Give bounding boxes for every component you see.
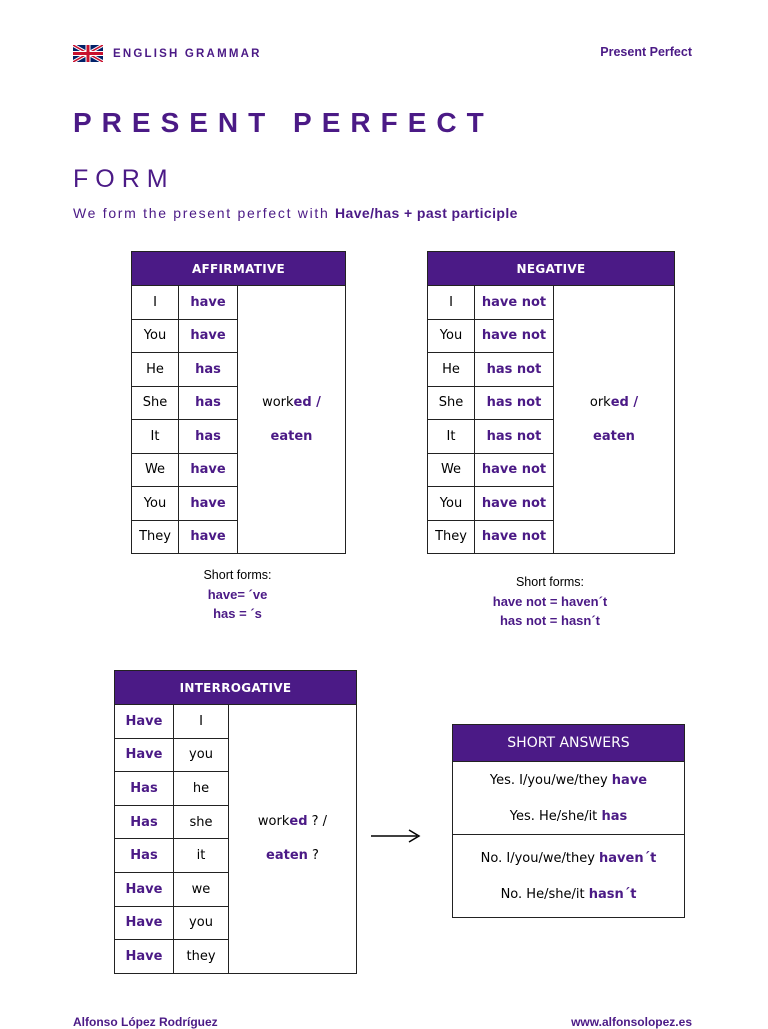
- subject-cell: I: [174, 705, 229, 739]
- table-row: [132, 286, 346, 320]
- short-answer-bold: hasn´t: [588, 886, 637, 902]
- subject-cell: You: [428, 319, 475, 353]
- subject-cell: It: [428, 420, 475, 454]
- negative-header: NEGATIVE: [428, 252, 675, 286]
- short-form-have-not: have not = haven´t: [492, 594, 608, 609]
- verb-stem: work: [257, 813, 290, 829]
- auxiliary-cell: have not: [475, 286, 554, 320]
- subject-cell: They: [132, 520, 179, 554]
- subject-cell: she: [174, 805, 229, 839]
- short-forms-label: Short forms:: [203, 568, 272, 582]
- auxiliary-cell: Have: [115, 705, 174, 739]
- auxiliary-cell: have: [179, 453, 238, 487]
- section-title: FORM: [73, 165, 175, 193]
- auxiliary-cell: Has: [115, 839, 174, 873]
- question-mark: ?: [307, 847, 319, 863]
- past-participle-cell: [229, 705, 357, 974]
- auxiliary-cell: Have: [115, 872, 174, 906]
- auxiliary-cell: have not: [475, 520, 554, 554]
- subject-cell: I: [132, 286, 179, 320]
- short-answer-text: No. I/you/we/they: [480, 850, 595, 866]
- auxiliary-cell: has: [179, 420, 238, 454]
- short-answer-row: [453, 798, 685, 835]
- subject-cell: They: [428, 520, 475, 554]
- auxiliary-cell: have not: [475, 487, 554, 521]
- verb-ending: ed: [289, 813, 308, 829]
- header-topic: Present Perfect: [600, 45, 692, 59]
- verb-alternative: eaten: [593, 428, 635, 444]
- affirmative-table: [131, 251, 346, 554]
- auxiliary-cell: have: [179, 487, 238, 521]
- short-form-have: have= ´ve: [207, 587, 268, 602]
- negative-short-forms: [460, 573, 640, 630]
- auxiliary-cell: Have: [115, 738, 174, 772]
- short-form-has: has = ´s: [213, 606, 262, 621]
- subject-cell: It: [132, 420, 179, 454]
- subject-cell: I: [428, 286, 475, 320]
- past-participle-cell: [554, 286, 675, 554]
- intro-bold: Have/has + past participle: [335, 205, 518, 221]
- arrow-right-icon: [371, 828, 421, 844]
- auxiliary-cell: has not: [475, 420, 554, 454]
- subject-cell: they: [174, 940, 229, 974]
- auxiliary-cell: Have: [115, 940, 174, 974]
- short-answer-text: Yes. I/you/we/they: [489, 772, 608, 788]
- subject-cell: We: [132, 453, 179, 487]
- verb-stem: work: [262, 394, 294, 410]
- auxiliary-cell: have: [179, 520, 238, 554]
- past-participle-cell: [238, 286, 346, 554]
- subject-cell: He: [132, 353, 179, 387]
- short-answer-bold: haven´t: [599, 850, 657, 866]
- auxiliary-cell: Has: [115, 772, 174, 806]
- auxiliary-cell: has: [179, 353, 238, 387]
- subject-cell: She: [428, 386, 475, 420]
- footer-website[interactable]: www.alfonsolopez.es: [571, 1015, 692, 1029]
- verb-alternative: eaten: [270, 428, 313, 444]
- intro-text: [73, 205, 518, 221]
- subject-cell: you: [174, 906, 229, 940]
- auxiliary-cell: Have: [115, 906, 174, 940]
- subject-cell: we: [174, 872, 229, 906]
- interrogative-table: [114, 670, 357, 974]
- short-answer-row: [453, 762, 685, 799]
- subject-cell: it: [174, 839, 229, 873]
- auxiliary-cell: has not: [475, 353, 554, 387]
- short-answer-text: No. He/she/it: [500, 886, 585, 902]
- affirmative-short-forms: [170, 566, 305, 623]
- table-row: [428, 286, 675, 320]
- auxiliary-cell: have not: [475, 319, 554, 353]
- affirmative-header: AFFIRMATIVE: [132, 252, 346, 286]
- uk-flag-icon: [73, 45, 103, 62]
- interrogative-header: INTERROGATIVE: [115, 671, 357, 705]
- subject-cell: You: [132, 319, 179, 353]
- header-title: ENGLISH GRAMMAR: [113, 47, 262, 60]
- auxiliary-cell: Has: [115, 805, 174, 839]
- short-answer-text: Yes. He/she/it: [509, 808, 598, 824]
- short-answers-table: [452, 724, 685, 918]
- short-answer-bold: has: [601, 808, 628, 824]
- subject-cell: you: [174, 738, 229, 772]
- verb-ending: ed /: [610, 394, 639, 410]
- verb-alternative: eaten: [266, 847, 308, 863]
- short-answers-header: SHORT ANSWERS: [453, 725, 685, 762]
- intro-plain: We form the present perfect with: [73, 205, 330, 221]
- footer-author: Alfonso López Rodríguez: [73, 1015, 218, 1029]
- subject-cell: he: [174, 772, 229, 806]
- verb-ending: ed /: [293, 394, 321, 410]
- subject-cell: You: [428, 487, 475, 521]
- auxiliary-cell: has not: [475, 386, 554, 420]
- auxiliary-cell: have: [179, 319, 238, 353]
- table-row: [115, 705, 357, 739]
- header-left: [73, 45, 262, 62]
- short-answer-row: [453, 835, 685, 877]
- subject-cell: We: [428, 453, 475, 487]
- short-answer-bold: have: [611, 772, 648, 788]
- auxiliary-cell: have: [179, 286, 238, 320]
- short-forms-label: Short forms:: [515, 575, 585, 589]
- short-form-has-not: has not = hasn´t: [499, 613, 601, 628]
- page-title: PRESENT PERFECT: [73, 107, 494, 138]
- subject-cell: You: [132, 487, 179, 521]
- auxiliary-cell: have not: [475, 453, 554, 487]
- subject-cell: She: [132, 386, 179, 420]
- question-mark: ? /: [307, 813, 328, 829]
- subject-cell: He: [428, 353, 475, 387]
- short-answer-row: [453, 876, 685, 918]
- negative-table: [427, 251, 675, 554]
- auxiliary-cell: has: [179, 386, 238, 420]
- verb-stem: ork: [589, 394, 611, 410]
